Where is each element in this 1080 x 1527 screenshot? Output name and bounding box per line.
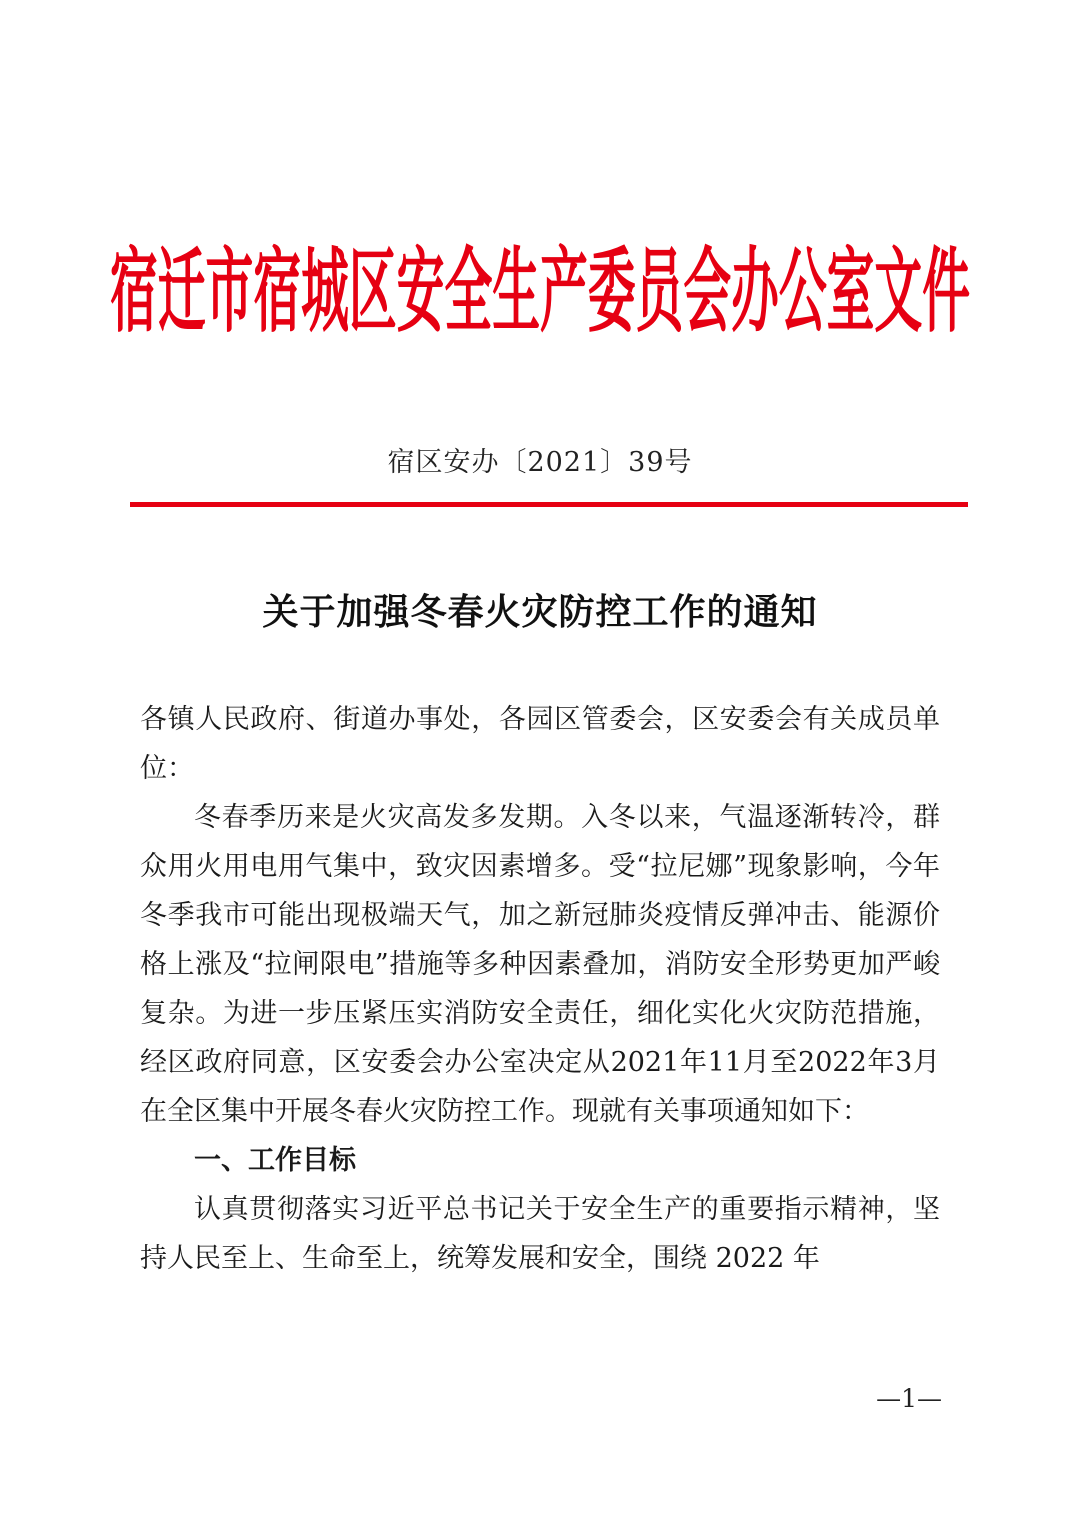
- document-title: 关于加强冬春火灾防控工作的通知: [262, 591, 818, 633]
- red-header-svg: [100, 205, 980, 355]
- page-number: —1—: [876, 1384, 942, 1413]
- section-paragraph: 认真贯彻落实习近平总书记关于安全生产的重要指示精神，坚持人民至上、生命至上，统筹发展和安全，围绕 2022 年: [140, 1194, 940, 1274]
- document-red-header: [100, 205, 980, 355]
- document-number: 宿区安办〔2021〕39号: [387, 447, 693, 478]
- document-body: [140, 695, 940, 1283]
- red-divider-line: [130, 502, 968, 507]
- addressee: 各镇人民政府、街道办事处，各园区管委会，区安委会有关成员单位：: [140, 704, 940, 784]
- header-title: 宿迁市宿城区安全生产委员会办公室文件: [110, 237, 970, 345]
- section-heading: 一、工作目标: [194, 1145, 356, 1176]
- intro-paragraph: 冬春季历来是火灾高发多发期。入冬以来，气温逐渐转冷，群众用火用电用气集中，致灾因素增多。受“拉尼娜”现象影响，今年冬季我市可能出现极端天气，加之新冠肺炎疫情反弹冲击、能源价格上涨及“拉闸限电”措施等多种因素叠加，消防安全形势更加严峻复杂。为进一步压紧压实消防安全责任，细化实化火灾防范措施，经区政府同意，区安委会办公室决定从2021年11月至2022年3月在全区集中开展冬春火灾防控工作。现就有关事项通知如下：: [140, 802, 940, 1127]
